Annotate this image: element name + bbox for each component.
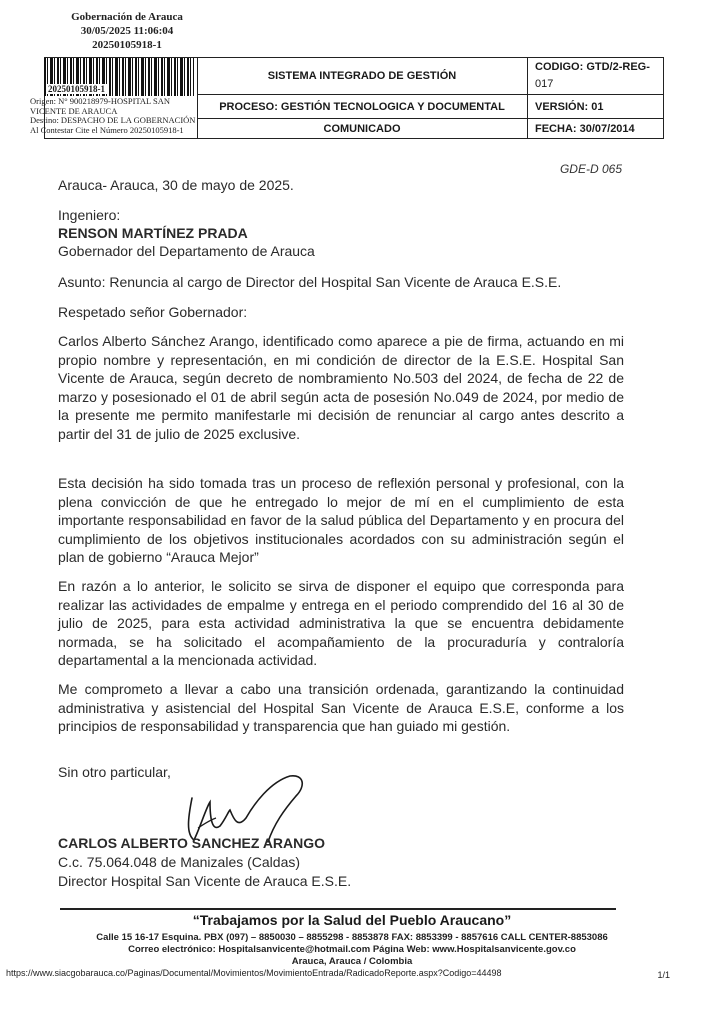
stamp-entity: Gobernación de Arauca — [71, 11, 183, 23]
header-date: FECHA: 30/07/2014 — [535, 123, 635, 135]
signer-id: C.c. 75.064.048 de Manizales (Caldas) — [58, 854, 301, 870]
paragraph-4: Me comprometo a llevar a cabo una transición ordenada, garantizando la continuidad administrativa y asistencial del Hospital San Vicente de Arauca E.S.E, conforme a los principios de responsabilidad y transparencia que han guiado mi gestión. — [58, 681, 624, 735]
paragraph-1: Carlos Alberto Sánchez Arango, identificado como aparece a pie de firma, actuando en mi propio nombre y representación, en mi condición de director de la E.S.E. Hospital San Vicente de Arauca, según decreto de nombramiento No.503 del 2024, de fecha de 22 de marzo y posesionado el 01 de abril según acta de posesión No.049 de 2024, por medio de la presente me permito manifestarle mi decisión de renunciar al cargo antes descrito a partir del 31 de julio de 2025 exclusive. — [58, 333, 624, 442]
barcode-label: 20250105918-1 — [48, 84, 105, 94]
radicado-stamp — [52, 10, 202, 52]
closing-line: Sin otro particular, — [58, 764, 171, 780]
footer-divider — [60, 908, 616, 910]
stamp-datetime: 30/05/2025 11:06:04 — [80, 25, 174, 37]
reply-line: Al Contestar Cite el Número 20250105918-1 — [30, 124, 184, 135]
origin-line-2: VICENTE DE ARAUCA — [30, 105, 118, 116]
document-code: GDE-D 065 — [559, 162, 622, 176]
header-version: VERSIÓN: 01 — [535, 101, 604, 113]
footer-address: Calle 15 16-17 Esquina. PBX (097) – 8850030 – 8855298 - 8853878 FAX: 8853399 - 8857616 CALL CENTER-8853086 — [96, 932, 608, 943]
header-system: SISTEMA INTEGRADO DE GESTIÓN — [267, 70, 457, 82]
recipient-title: Ingeniero: — [58, 207, 121, 223]
footer-city: Arauca, Arauca / Colombia — [291, 956, 413, 967]
footer-contact: Correo electrónico: Hospitalsanvicente@hotmail.com Página Web: www.Hospitalsanvicente.gov.co — [128, 944, 576, 955]
destination-line: Destino: DESPACHO DE LA GOBERNACIÓN — [30, 115, 196, 125]
origin-line: Origen: N° 900218979-HOSPITAL SAN — [30, 97, 171, 106]
recipient-name: RENSON MARTÍNEZ PRADA — [58, 225, 248, 241]
paragraph-2: Esta decisión ha sido tomada tras un proceso de reflexión personal y profesional, con la plena convicción de que he entregado lo mejor de mí en el cumplimiento de esta importante responsabilidad en favor de la salud pública del Departamento y en procura del cumplimiento de los objetivos institucionales acordados con su administración según el plan de gobierno “Arauca Mejor” — [58, 475, 624, 566]
greeting: Respetado señor Gobernador: — [58, 304, 248, 320]
subject-line: Asunto: Renuncia al cargo de Director del Hospital San Vicente de Arauca E.S.E. — [58, 274, 562, 290]
place-date: Arauca- Arauca, 30 de mayo de 2025. — [58, 177, 294, 193]
footer-slogan: “Trabajamos por la Salud del Pueblo Araucano” — [192, 912, 512, 928]
signer-role: Director Hospital San Vicente de Arauca E.S.E. — [58, 873, 352, 889]
page-number: 1/1 — [657, 970, 670, 980]
header-process: PROCESO: GESTIÓN TECNOLOGICA Y DOCUMENTAL — [219, 101, 505, 113]
header-type: COMUNICADO — [323, 123, 401, 135]
radicado-origin-block — [30, 97, 200, 135]
paragraph-3: En razón a lo anterior, le solicito se sirva de disponer el equipo que corresponda para realizar las actividades de empalme y entrega en el periodo comprendido del 16 al 30 de julio de 2025, para esta actividad administrativa la que se encuentra debidamente normada, se ha solicitado el acompañamiento de la procuraduría y contraloría departamental a la mencionada actividad. — [58, 578, 624, 669]
print-url: https://www.siacgobarauca.co/Paginas/Documental/Movimientos/MovimientoEntrada/RadicadoReporte.aspx?Codigo=44498 — [6, 968, 502, 978]
header-code-suffix: 017 — [535, 78, 554, 90]
stamp-number: 20250105918-1 — [92, 39, 162, 51]
header-code: CODIGO: GTD/2-REG- — [535, 61, 650, 73]
signer-name: CARLOS ALBERTO SANCHEZ ARANGO — [58, 835, 326, 851]
recipient-role: Gobernador del Departamento de Arauca — [58, 243, 315, 259]
